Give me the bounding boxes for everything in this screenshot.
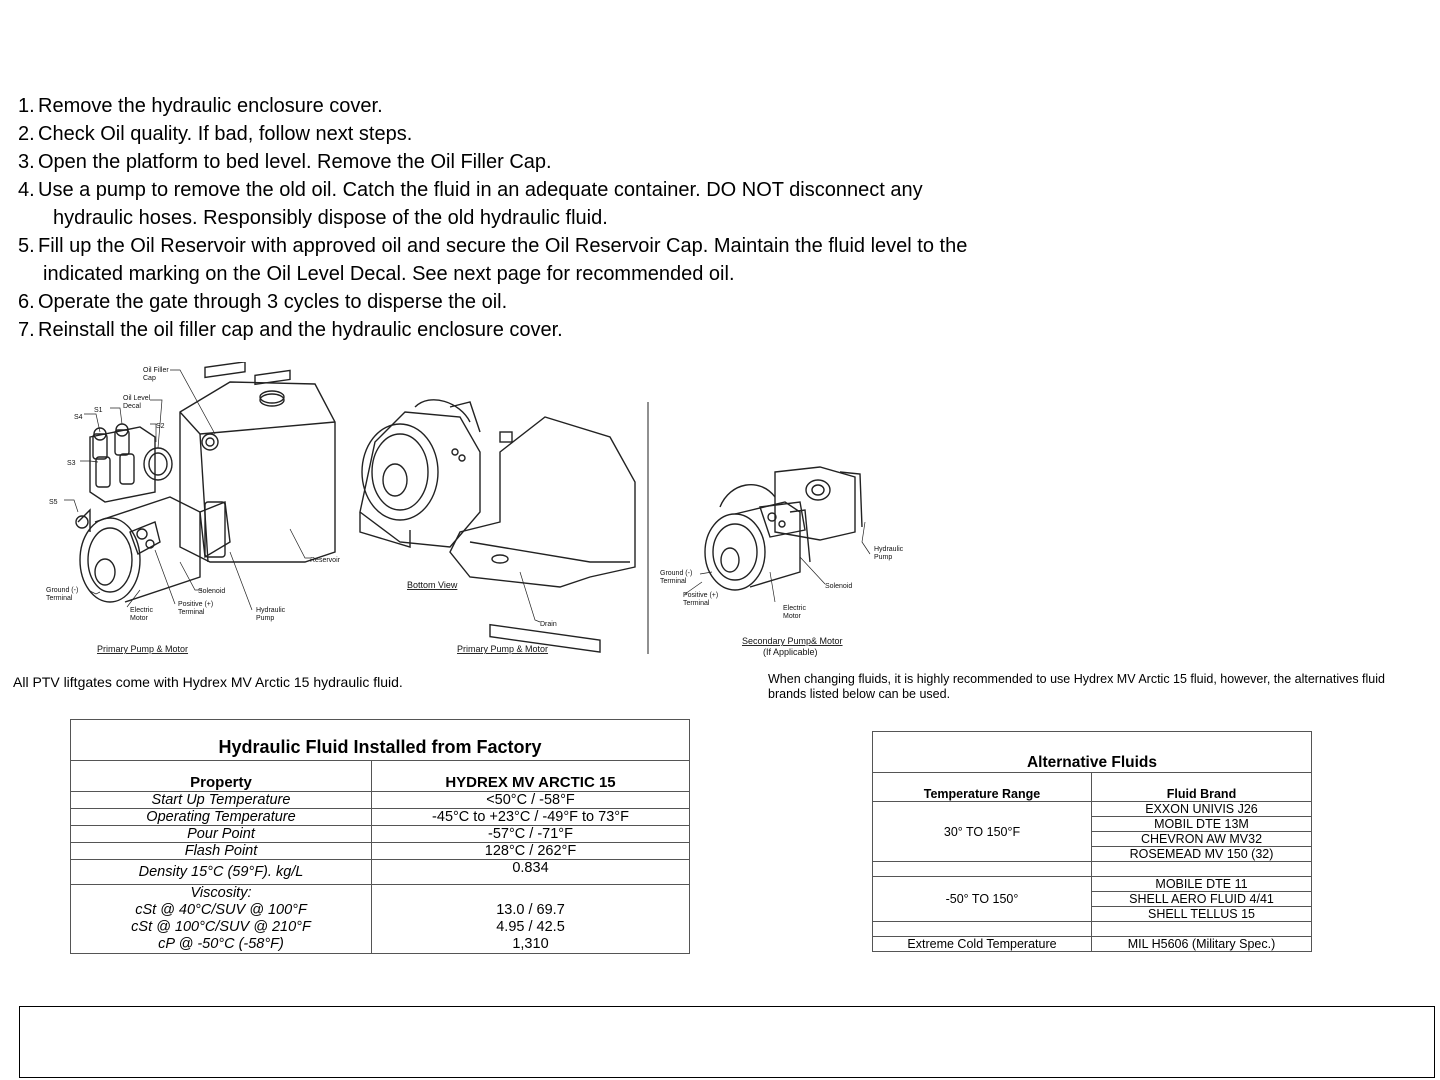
fluid-brand-cell: MOBILE DTE 11 [1092, 877, 1312, 892]
label-positive-terminal-secondary-2: Terminal [683, 600, 710, 607]
label-ground-terminal-secondary: Ground (-) [660, 570, 693, 577]
step-number: 3. [18, 151, 35, 173]
step-text: Open the platform to bed level. Remove the Oil Filler Cap. [38, 151, 552, 173]
fluid-brand-cell: CHEVRON AW MV32 [1092, 832, 1312, 847]
label-ground-terminal-secondary-2: Terminal [660, 578, 687, 585]
step-number: 4. [18, 179, 35, 201]
fluid-brand-cell: ROSEMEAD MV 150 (32) [1092, 847, 1312, 862]
blank-cell [873, 862, 1092, 877]
label-electric-motor-secondary: Electric [783, 605, 806, 612]
caption-primary-pump-motor: Primary Pump & Motor [97, 644, 189, 654]
step-5-continuation: indicated marking on the Oil Level Decal. See next page for recommended oil. [43, 263, 735, 285]
temperature-range-cell: -50° TO 150° [873, 877, 1092, 922]
label-ground-terminal: Ground (-) [46, 587, 79, 594]
label-hydraulic-pump-2: Pump [256, 615, 275, 622]
step-3 [18, 148, 1078, 176]
blank-cell [1092, 922, 1312, 937]
column-header-property: Property [71, 761, 372, 792]
column-header-value: HYDREX MV ARCTIC 15 [372, 761, 690, 792]
caption-primary-pump-motor-2: Primary Pump & Motor [457, 644, 549, 654]
label-ground-terminal-2: Terminal [46, 595, 73, 602]
table-row [71, 843, 690, 860]
label-hydraulic-pump-secondary: Hydraulic [874, 546, 904, 553]
footer-box [19, 1006, 1435, 1078]
step-number: 5. [18, 235, 35, 257]
viscosity-row [71, 885, 690, 954]
fluid-brand-cell: MIL H5606 (Military Spec.) [1092, 937, 1312, 952]
step-text: Reinstall the oil filler cap and the hydraulic enclosure cover. [38, 319, 563, 341]
secondary-pump-drawing [685, 467, 870, 602]
step-1 [18, 92, 1078, 120]
value-cell: -45°C to +23°C / -49°F to 73°F [372, 809, 690, 826]
table-row [71, 860, 690, 885]
table-row [873, 877, 1312, 892]
table-row [71, 826, 690, 843]
label-electric-motor-2: Motor [130, 615, 148, 622]
step-7 [18, 316, 1078, 344]
step-number: 6. [18, 291, 35, 313]
label-electric-motor-secondary-2: Motor [783, 613, 801, 620]
fluid-brand-cell: SHELL TELLUS 15 [1092, 907, 1312, 922]
step-text: Operate the gate through 3 cycles to disperse the oil. [38, 291, 508, 313]
label-positive-terminal-secondary: Positive (+) [683, 592, 719, 599]
table-row-blank [873, 862, 1312, 877]
label-drain: Drain [540, 621, 557, 628]
step-6 [18, 288, 1078, 316]
pump-motor-illustration [30, 362, 910, 662]
label-solenoid: Solenoid [198, 588, 226, 595]
property-cell: Operating Temperature [71, 809, 372, 826]
label-s1: S1 [94, 407, 103, 414]
label-positive-terminal-2: Terminal [178, 609, 205, 616]
step-4 [18, 176, 1078, 204]
procedure-steps [18, 92, 1078, 344]
value-cell: 128°C / 262°F [372, 843, 690, 860]
viscosity-value: 4.95 / 42.5 [496, 919, 565, 935]
value-cell: -57°C / -71°F [372, 826, 690, 843]
viscosity-property: cSt @ 40°C/SUV @ 100°F [135, 902, 307, 918]
fluid-brand-cell: SHELL AERO FLUID 4/41 [1092, 892, 1312, 907]
column-header-fluid-brand: Fluid Brand [1092, 773, 1312, 802]
step-text: Use a pump to remove the old oil. Catch the fluid in an adequate container. DO NOT disconnect any [38, 179, 923, 201]
alt-table-title: Alternative Fluids [873, 732, 1312, 773]
label-s2: S2 [156, 423, 165, 430]
label-oil-level-decal: Oil Level [123, 395, 151, 402]
caption-secondary-pump-motor: Secondary Pump& Motor [742, 636, 843, 646]
fluid-brand-cell: MOBIL DTE 13M [1092, 817, 1312, 832]
factory-table-title: Hydraulic Fluid Installed from Factory [71, 720, 690, 761]
blank-cell [1092, 862, 1312, 877]
temperature-range-cell: 30° TO 150°F [873, 802, 1092, 862]
label-electric-motor: Electric [130, 607, 153, 614]
viscosity-properties [71, 885, 372, 954]
label-hydraulic-pump: Hydraulic [256, 607, 286, 614]
caption-if-applicable: (If Applicable) [763, 647, 818, 657]
label-s4: S4 [74, 414, 83, 421]
label-positive-terminal: Positive (+) [178, 601, 214, 608]
step-5 [18, 232, 1078, 260]
table-row-blank [873, 922, 1312, 937]
step-number: 1. [18, 95, 35, 117]
primary-pump-drawing [64, 362, 335, 610]
value-cell: 0.834 [372, 860, 690, 885]
property-cell: Start Up Temperature [71, 792, 372, 809]
viscosity-label: Viscosity: [190, 885, 252, 901]
alternative-fluid-note: When changing fluids, it is highly recommended to use Hydrex MV Arctic 15 fluid, however, the alternatives fluid brands listed below can be used. [768, 672, 1385, 701]
table-row [71, 809, 690, 826]
step-text: Fill up the Oil Reservoir with approved oil and secure the Oil Reservoir Cap. Maintain the fluid level to the [38, 235, 968, 257]
viscosity-property: cSt @ 100°C/SUV @ 210°F [131, 919, 311, 935]
label-oil-level-decal-2: Decal [123, 403, 141, 410]
table-row [873, 937, 1312, 952]
step-2 [18, 120, 1078, 148]
step-4-continuation: hydraulic hoses. Responsibly dispose of the old hydraulic fluid. [53, 207, 608, 229]
label-oil-filler-cap-2: Cap [143, 375, 156, 382]
property-cell: Density 15°C (59°F). kg/L [71, 860, 372, 885]
value-cell: <50°C / -58°F [372, 792, 690, 809]
temperature-range-cell: Extreme Cold Temperature [873, 937, 1092, 952]
step-text: Check Oil quality. If bad, follow next steps. [38, 123, 413, 145]
step-number: 2. [18, 123, 35, 145]
factory-fluid-table [70, 719, 690, 954]
property-cell: Flash Point [71, 843, 372, 860]
label-oil-filler-cap: Oil Filler [143, 367, 169, 374]
label-s5: S5 [49, 499, 58, 506]
factory-fluid-note: All PTV liftgates come with Hydrex MV Arctic 15 hydraulic fluid. [13, 674, 403, 690]
viscosity-value: 13.0 / 69.7 [496, 902, 565, 918]
table-row [873, 802, 1312, 817]
blank-cell [873, 922, 1092, 937]
viscosity-property: cP @ -50°C (-58°F) [158, 936, 284, 952]
fluid-brand-cell: EXXON UNIVIS J26 [1092, 802, 1312, 817]
label-reservoir: Reservoir [310, 557, 340, 564]
bottom-view-drawing [360, 400, 635, 652]
step-number: 7. [18, 319, 35, 341]
table-row [71, 792, 690, 809]
viscosity-value: 1,310 [512, 936, 549, 952]
caption-bottom-view: Bottom View [407, 580, 458, 590]
viscosity-values [372, 885, 690, 954]
label-hydraulic-pump-secondary-2: Pump [874, 554, 893, 561]
label-solenoid-secondary: Solenoid [825, 583, 853, 590]
column-header-temperature-range: Temperature Range [873, 773, 1092, 802]
label-s3: S3 [67, 460, 76, 467]
property-cell: Pour Point [71, 826, 372, 843]
pump-motor-diagram [30, 362, 910, 662]
step-text: Remove the hydraulic enclosure cover. [38, 95, 383, 117]
alternative-fluids-table [872, 731, 1312, 952]
